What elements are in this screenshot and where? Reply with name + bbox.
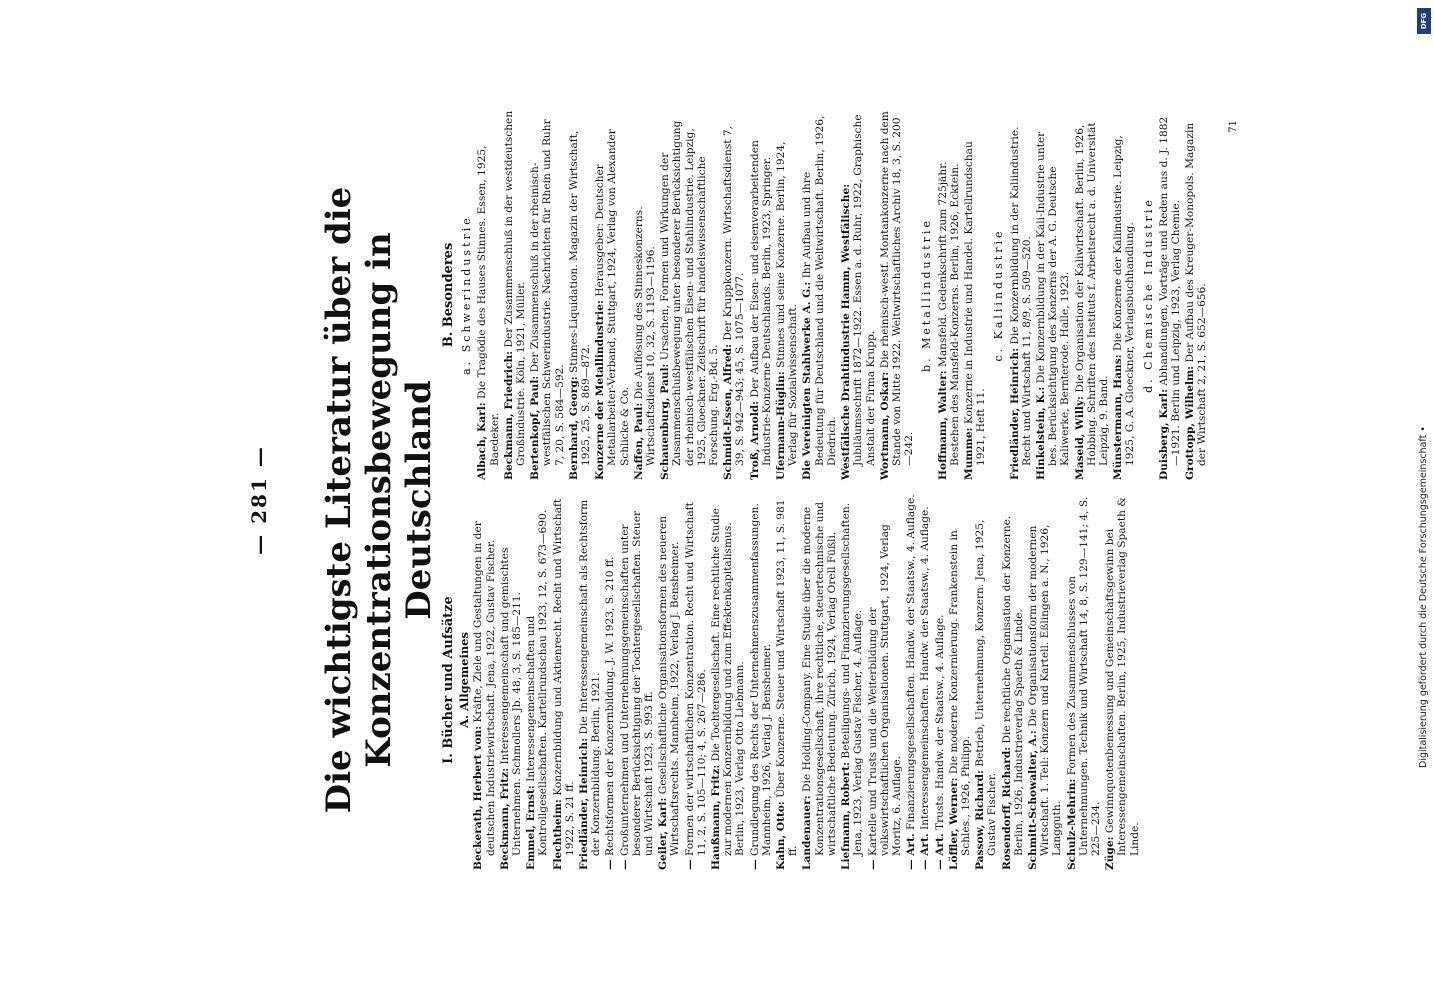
entry-text: Stinnes und seine Konzerne. Berlin, 1924, Verlag für Sozialwissenschaft. (775, 141, 800, 466)
entry-author: Kahn, Otto: (775, 801, 788, 870)
entry-author: Münstermann, Hans: (1112, 354, 1125, 480)
entry-text: Die rechtliche Organisation der Konzerne. Berlin, 1926, Industrieverlag Spaeth & Linde. (1000, 515, 1025, 856)
entry-author: Schmitt-Schowalter, A.: (1026, 730, 1039, 870)
entry-author: Bertenkopf, Paul: (529, 375, 542, 480)
entry-text: Die Organisationsform der modernen Wirtschaft. 1. Teil: Konzern und Kartell. Eßlingen a. N., 1926, Langguth. (1026, 524, 1064, 856)
entry-author: Beckmann, Fritz: (498, 767, 511, 870)
entry-author: — (866, 859, 879, 870)
entry-text: Grundlegung des Rechts der Unternehmenszusammenfassungen. Mannheim, 1926, Verlag J. Bensheimer. (748, 503, 773, 857)
bibliography-entry (633, 110, 657, 480)
entry-author: Passow, Richard: (974, 770, 987, 870)
group-heading: d. Chemische Industrie (1141, 197, 1155, 393)
entry-text: Jubiläumsschrift 1872—1922. Essen a. d. Ruhr, 1922, Graphische Anstalt der Firma Krupp. (852, 114, 877, 466)
entry-text: Interessengemeinschaften. Handw. der Staatsw., 4. Auflage. (919, 506, 932, 830)
entry-author: Züge: (1104, 836, 1117, 870)
bibliography-entry (619, 490, 656, 870)
bibliography-entry (594, 110, 631, 480)
entry-text: Stinnes-Liquidation. Magazin der Wirtschaft, 1925, 25, S. 869—872. (567, 130, 593, 466)
bibliography-entry (1074, 110, 1111, 480)
entry-text: Über Konzerne. Steuer und Wirtschaft 1923, 11, S. 981 ff. (775, 499, 800, 856)
page-number: — 281 — (247, 445, 271, 555)
bibliography-entry (659, 110, 720, 480)
entry-text: Interessengemeinschaften und Kontrollgesellschaften. Kartellrundschau 1923, 12, S. 673—690. (525, 509, 550, 856)
dfg-logo: DFG (1417, 8, 1431, 34)
entry-text: Die Konzernbildung in der Kaliindustrie. Recht und Wirtschaft 11, 8/9, S. 509—520. (1008, 126, 1033, 466)
entry-author: — (618, 859, 631, 870)
entry-author: Friedländer, Heinrich: (1008, 347, 1021, 480)
entry-text: Die Konzerne der Kaliindustrie. Leipzig, 1925, G. A. Gloeckner, Verlagsbuchhandlung. (1112, 135, 1137, 466)
entry-author: Bernhard, Georg: (567, 376, 580, 480)
bibliography-entry (749, 490, 773, 870)
bibliography-entry (1009, 110, 1033, 480)
entry-author: Grottopp, Wilhelm: (1184, 365, 1197, 480)
entry-author: Beckmann, Friedrich: (502, 350, 515, 480)
entry-text: Rechtsformen der Konzernbildung. J. W. 1923, S. 210 ff. (604, 556, 617, 857)
entry-text: Konzerne in Industrie und Handel. Kartellrundschau 1921, Heft 11. (962, 141, 988, 466)
page-title: Die wichtigste Literatur über die Konzentrationsbewegung in Deutschland (319, 186, 439, 814)
entry-author: Hinkelstein, K.: (1034, 386, 1047, 480)
entry-author: Maseid, Willy: (1073, 396, 1086, 480)
entry-text: Die Holding-Company. Eine Studie über die moderne Konzentrationsgesellschaft, ihre rechtliche, steuertechnische und wirtschaftliche Bedeutung. Zürich, 1924, Verlag Orell Füßli. (801, 501, 838, 856)
left-column (437, 490, 1143, 870)
entry-text: Mansfeld. Gedenkschrift zum 725jähr. Bestehen des Mansfeld-Konzerns. Berlin, 1926, Ecktein. (936, 161, 961, 466)
right-column (437, 110, 1240, 480)
entry-text: Der Zusammenschluß in der rheinisch-westfälischen Schwerindustrie. Nachrichten für Rhein und Ruhr 7, 20, S. 584—592. (529, 119, 566, 466)
entry-author: Wortmann, Oskar: (878, 371, 891, 480)
section-heading-books: I. Bücher und Aufsätze (441, 596, 456, 764)
entry-text: Die moderne Konzernierung. Frankenstein in Schles., 1926, Philipp. (947, 530, 972, 856)
entry-text: Abhandlungen, Vorträge und Reden aus d. J. 1882—1921. Berlin und Leipzig, 1923, Verlag Chemie. (1157, 116, 1182, 466)
bibliography-entry (1104, 490, 1141, 870)
bibliography-entry (503, 110, 527, 480)
bibliography-entry (578, 490, 602, 870)
bibliography-entry (684, 490, 708, 870)
entry-text: Die Interessengemeinschaft als Rechtsform der Konzernbildung. Berlin, 1921. (578, 499, 603, 856)
left-entries (472, 490, 1140, 870)
bibliography-entry (974, 490, 998, 870)
entry-text: Gesellschaftliche Organisationsformen des neueren Wirtschaftsrechts. Mannheim, 1922, Verlag J. Bensheimer. (657, 516, 682, 856)
entry-text: Kräfte, Ziele und Gestaltungen in der deutschen Industriewirtschaft. Jena, 1922, Gustav Fischer. (472, 521, 497, 856)
entry-text: Der Kruppkonzern. Wirtschaftsdienst 7, 39, S. 942—943; 45, S. 1075—1077. (722, 126, 747, 466)
bibliography-entry (1001, 490, 1025, 870)
entry-text: Finanzierungsgesellschaften. Handw. der Staatsw., 4. Auflage. (905, 494, 918, 830)
entry-author: Ufermann-Hüglin: (775, 371, 788, 480)
bibliography-entry (657, 490, 681, 870)
entry-text: Formen der wirtschaftlichen Konzentration. Recht und Wirtschaft 11, 2, S. 105—110; 4, S. 267—286. (683, 502, 708, 857)
bibliography-entry (867, 490, 904, 870)
entry-author: Flechtheim: (551, 799, 564, 870)
bibliography-entry (552, 490, 576, 870)
entry-text: Großunternehmen und Unternehmungsgemeinschaften unter besonderer Berücksichtigung der Tochtergesellschaften. Steuer und Wirtschaft 1923, S. 993 ff. (618, 510, 656, 857)
bibliography-entry (722, 110, 746, 480)
entry-author: Troß, Arnold: (748, 400, 761, 480)
entry-author: Liefmann, Robert: (840, 761, 853, 870)
footer-mark: 71 (1228, 120, 1240, 133)
bibliography-entry (948, 490, 972, 870)
bibliography-entry (1035, 110, 1072, 480)
group-heading: c. Kaliindustrie (992, 228, 1006, 362)
bibliography-entry (529, 110, 566, 480)
bibliography-entry (801, 110, 838, 480)
bibliography-entry (1158, 110, 1182, 480)
entry-author: — (748, 859, 761, 870)
entry-text: Die Auflösung des Stinneskonzerns. Wirtschaftsdienst 10, 32, S. 1193—1196. (632, 206, 658, 466)
entry-text: Der Aufbau der Eisen- und eisenverarbeitenden Industrie-Konzerne Deutschlands. Berlin, 1923, Springer. (748, 140, 773, 466)
group-heading: b. Metallindustrie (920, 218, 934, 372)
entry-author: Die Vereinigten Stahlwerke A. G.: (801, 281, 814, 480)
dfg-credit-text: Digitalisierung gefördert durch die Deutsche Forschungsgemeinschaft • (1418, 426, 1429, 768)
entry-author: Albach, Karl: (476, 402, 489, 480)
subsection-heading-general: A. Allgemeines (457, 632, 472, 728)
entry-author: Schmidt-Essen, Alfred: (722, 344, 735, 480)
entry-author: Rosendorff, Richard: (1000, 746, 1013, 870)
bibliography-entry (1184, 110, 1208, 480)
entry-author: Beckerath, Herbert von: (472, 725, 485, 870)
section-heading-special: B. Besonderes (441, 242, 456, 348)
bibliography-entry (840, 490, 864, 870)
entry-text: Gewinnquotenbemessung und Gemeinschaftsgewinn bei Interessengemeinschaften. Berlin, 1925, Industrieverlag Spaeth & Linde. (1104, 497, 1141, 856)
entry-author: Westfälische Drahtindustrie Hamm, Westfälische: (840, 183, 853, 480)
entry-author: — Art. (919, 833, 932, 870)
bibliography-entry (476, 110, 500, 480)
entry-author: Naffen, Paul: (632, 402, 645, 480)
entry-text: Interessengemeinschaft und gemischtes Unternehmen. Schmollers Jb. 48, 3, S. 185—211. (498, 547, 524, 856)
entry-author: Mumme: (962, 427, 975, 480)
bibliography-entry (1027, 490, 1064, 870)
group-heading: a. Schwerindustrie (460, 215, 474, 375)
bibliography-entry (525, 490, 549, 870)
entry-author: Schauenburg, Paul: (659, 363, 672, 480)
entry-author: Geiler, Karl: (657, 797, 670, 870)
rotated-page-content (247, 100, 1240, 900)
bibliography-entry (937, 110, 961, 480)
entry-text: Die rheinisch-westf. Montankonzerne nach dem Stande von Mitte 1922. Weltwirtschaftliches Archiv 18, 3, S. 200—242. (878, 111, 916, 466)
entry-text: Formen des Zusammenschlusses von Unternehmungen. Technik und Wirtschaft 14, 8, S. 129—141; 4, S. 225—234. (1065, 496, 1102, 856)
entry-author: Löffler, Werner: (947, 777, 960, 870)
entry-author: — (683, 859, 696, 870)
entry-text: Kartelle und Trusts und die Weiterbildung der volkswirtschaftlichen Organisationen. Stuttgart, 1924, Verlag Moritz, 6. Auflage. (866, 524, 903, 857)
entry-text: Konzernbildung und Aktienrecht. Recht und Wirtschaft 1922, S. 21 ff. (551, 498, 576, 856)
bibliography-entry (1066, 490, 1103, 870)
bibliography-entry (1112, 110, 1136, 480)
entry-author: Haußmann, Fritz: (710, 764, 723, 870)
entry-author: Duisberg, Karl: (1157, 389, 1170, 480)
entry-text: Die Tragödie des Hauses Stinnes. Essen, 1925, Baedeker. (476, 145, 501, 466)
bibliography-entry (568, 110, 592, 480)
bibliography-entry (840, 110, 877, 480)
entry-text: Ihr Aufbau und ihre Bedeutung für Deutschland und die Weltwirtschaft. Berlin, 1926, Diedrich. (801, 115, 838, 466)
entry-text: Betrieb, Unternehmung, Konzern. Jena, 1925, Gustav Fischer. (974, 519, 999, 856)
bibliography-entry (963, 110, 987, 480)
entry-author: — Art. (933, 833, 946, 870)
bibliography-entry (775, 490, 799, 870)
right-groups (461, 110, 1208, 480)
entry-text: Ursachen, Formen und Wirkungen der Zusammenschlußbewegung unter besonderer Berücksichtigung der rheinisch-westfälischen Eisen- und Stahlindustrie. Leipzig, 1925, Gloeckner. Zeitschrift für handelswissenschaftliche Forschung. Erg.-Bd. 5. (659, 120, 721, 466)
bibliography-entry (934, 490, 946, 870)
entry-text: Herausgeber: Deutscher Metallarbeiter-Verband, Stuttgart, 1924, Verlag von Alexander Schlicke & Co. (594, 129, 631, 466)
entry-text: Der Aufbau des Kreuger-Monopols. Magazin der Wirtschaft 2, 21, S. 652—656. (1184, 122, 1209, 466)
entry-author: Landenauer: (801, 795, 814, 870)
entry-author: Friedländer, Heinrich: (578, 737, 591, 870)
bibliography-entry (801, 490, 838, 870)
bibliography-entry (710, 490, 747, 870)
entry-text: Die Organisation der Kaliwirtschaft. Berlin, 1926, Hobbing. Schriften des Instituts f. Arbeitsrecht a. d. Universität Leipzig, 9. Band. (1073, 122, 1110, 466)
entry-author: Hoffmann, Walter: (936, 370, 949, 480)
entry-author: — (604, 859, 617, 870)
bibliography-entry (499, 490, 523, 870)
bibliography-entry (879, 110, 916, 480)
entry-text: Die Tochtergesellschaft. Eine rechtliche Studie zur modernen Konzernbildung und zum Effektenkapitalismus. Berlin, 1923, Verlag Otto Liebmann. (710, 508, 747, 856)
entry-text: Der Zusammenschluß in der westdeutschen Großindustrie. Köln, 1921, Müller. (502, 110, 528, 466)
bibliography-entry (919, 490, 931, 870)
entry-text: Beteiligungs- und Finanzierungsgesellschaften. Jena, 1923, Verlag Gustav Fischer, 4. Auflage. (840, 502, 865, 856)
bibliography-entry (905, 490, 917, 870)
bibliography-entry (604, 490, 616, 870)
bibliography-entry (472, 490, 496, 870)
bibliography-entry (749, 110, 773, 480)
entry-author: Konzerne der Metallindustrie: (594, 300, 607, 480)
entry-text: Die Konzernbildung in der Kali-Industrie unter bes. Berücksichtigung des Konzerns der A. G. Deutsche Kaliwerke, Bernterode. Halle, 1923. (1034, 131, 1072, 466)
entry-author: — Art. (905, 833, 918, 870)
bibliography-entry (775, 110, 799, 480)
entry-text: Trusts. Handw. der Staatsw., 4. Auflage. (933, 614, 946, 830)
entry-author: Emmel, Ernst: (525, 785, 538, 870)
entry-author: Schulz-Mehrin: (1065, 778, 1078, 870)
